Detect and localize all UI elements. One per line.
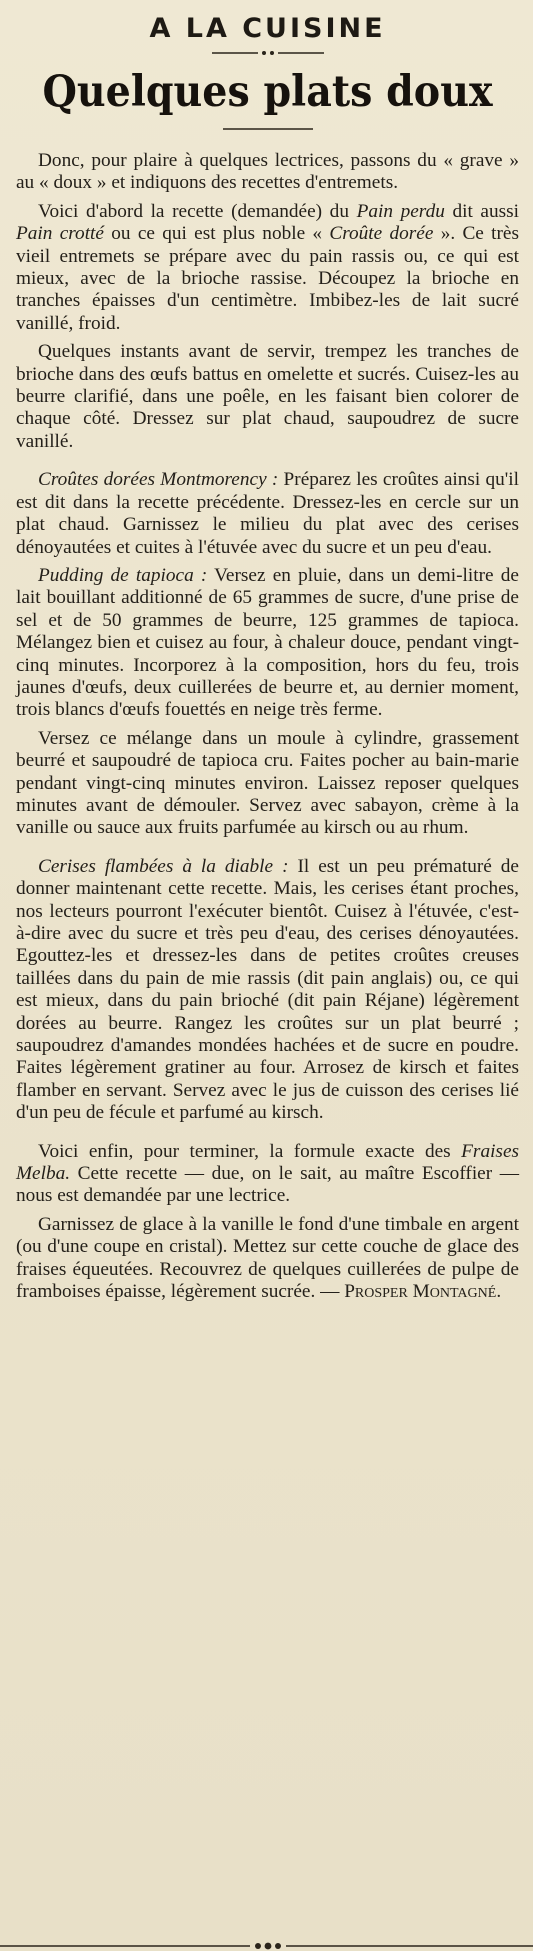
article-paragraph-6 [16, 728, 519, 840]
article-paragraph-7 [16, 856, 519, 1125]
paragraph-text: ». Ce très vieil entremets se prépare avec du pain rassis ou, ce qui est mieux, avec de la brioche rassise. Découpez la brioche en tranches épaisses d'un centimètre. Imbibez-les de lait sucré vanillé, froid. [16, 223, 519, 334]
bottom-ornament-divider [0, 1939, 533, 1951]
italic-recipe-title: Pain crotté [16, 223, 104, 245]
paragraph-text: Quelques instants avant de servir, trempez les tranches de brioche dans des œufs battus en omelette et sucrés. Cuisez-les au beurre clarifié, dans une poêle, en les faisant bien colorer de chaque côté. Dressez sur plat chaud, saupoudrez de sucre vanillé. [16, 341, 519, 452]
article-paragraph-5 [16, 565, 519, 722]
paragraph-text: Versez ce mélange dans un moule à cylindre, grassement beurré et saupoudré de tapioca cru. Faites pocher au bain-marie pendant vingt-cinq minutes environ. Laissez reposer quelques minutes avant de démouler. Servez avec sabayon, crème à la vanille ou sauce aux fruits parfumée au kirsch ou au rhum. [16, 727, 519, 839]
paragraph-text: Versez en pluie, dans un demi-litre de lait bouillant additionné de 65 grammes de sucre, d'une prise de sel et de 50 grammes de beurre, 125 grammes de tapioca. Mélangez bien et cuisez au four, à chaleur douce, pendant vingt-cinq minutes. Incorporez à la composition, hors du feu, trois jaunes d'œufs, deux cuillerées de beurre et, au dernier moment, trois blancs d'œufs fouettés en neige très ferme. [16, 564, 519, 721]
dotted-ornament-divider [208, 48, 328, 58]
paragraph-text: Il est un peu prématuré de donner maintenant cette recette. Mais, les cerises étant proches, nos lecteurs pourront l'exécuter bientôt. Cuisez à l'étuvée, c'est-à-dire avec du sucre et très peu d'eau, des cerises dénoyautées. Egouttez-les et dressez-les dans de petites croûtes creuses taillées dans du pain de mie rassis (dit pain anglais) ou, ce qui est mieux, dans du pain brioché (dit pain Réjane) légèrement dorées au beurre. Rangez les croûtes sur un plat beurré ; saupoudrez d'amandes mondées hachées et de sucre en poudre. Faites légèrement gratiner au four. Arrosez de kirsch et faites flamber en servant. Servez avec le jus de cuisson des cerises lié d'un peu de fécule et parfumé au kirsch. [16, 855, 519, 1124]
article-paragraph-3 [16, 341, 519, 453]
italic-recipe-title: Pain perdu [356, 200, 445, 222]
italic-recipe-title: Pudding de tapioca : [38, 564, 208, 586]
italic-recipe-title: Cerises flambées à la diable : [38, 855, 289, 877]
paragraph-text: ou ce qui est plus noble « [103, 223, 330, 245]
section-rubric: A LA CUISINE [149, 13, 386, 44]
paragraph-text: dit aussi [444, 200, 519, 222]
author-signature: Prosper Montagné. [344, 1281, 502, 1303]
article-paragraph-1 [16, 150, 519, 195]
article-paragraph-2 [16, 201, 519, 335]
paragraph-text: Préparez les croûtes ainsi qu'il est dit dans la recette précédente. Dressez-les en cercle sur un plat chaud. Garnissez le milieu du plat avec des cerises dénoyautées et cuites à l'étuvée avec du sucre et un peu d'eau. [16, 469, 519, 558]
article-headline: Quelques plats doux [42, 67, 493, 117]
article-paragraph-4 [16, 469, 519, 559]
paragraph-text: Donc, pour plaire à quelques lectrices, passons du « grave » au « doux » et indiquons des recettes d'entremets. [16, 150, 519, 194]
italic-recipe-title: Fraises Melba. [16, 1140, 519, 1185]
paragraph-text: Voici d'abord la recette (demandée) du [38, 200, 357, 222]
headline-rule-divider [223, 126, 313, 132]
italic-recipe-title: Croûte dorée [329, 223, 434, 245]
article-paragraph-9 [16, 1214, 519, 1304]
article-paragraph-8 [16, 1141, 519, 1208]
paragraph-text: Garnissez de glace à la vanille le fond d'une timbale en argent (ou d'une coupe en cristal). Mettez sur cette couche de glace des fraises équeutées. Recouvrez de quelques cuillerées de pulpe de framboises épaisse, légèrement sucrée. — [16, 1213, 519, 1303]
article-body [16, 150, 519, 1304]
paragraph-text: Cette recette — due, on le sait, au maître Escoffier — nous est demandée par une lectrice. [16, 1163, 519, 1207]
paragraph-text: Voici enfin, pour terminer, la formule exacte des [38, 1140, 462, 1162]
italic-recipe-title: Croûtes dorées Montmorency : [38, 469, 279, 491]
